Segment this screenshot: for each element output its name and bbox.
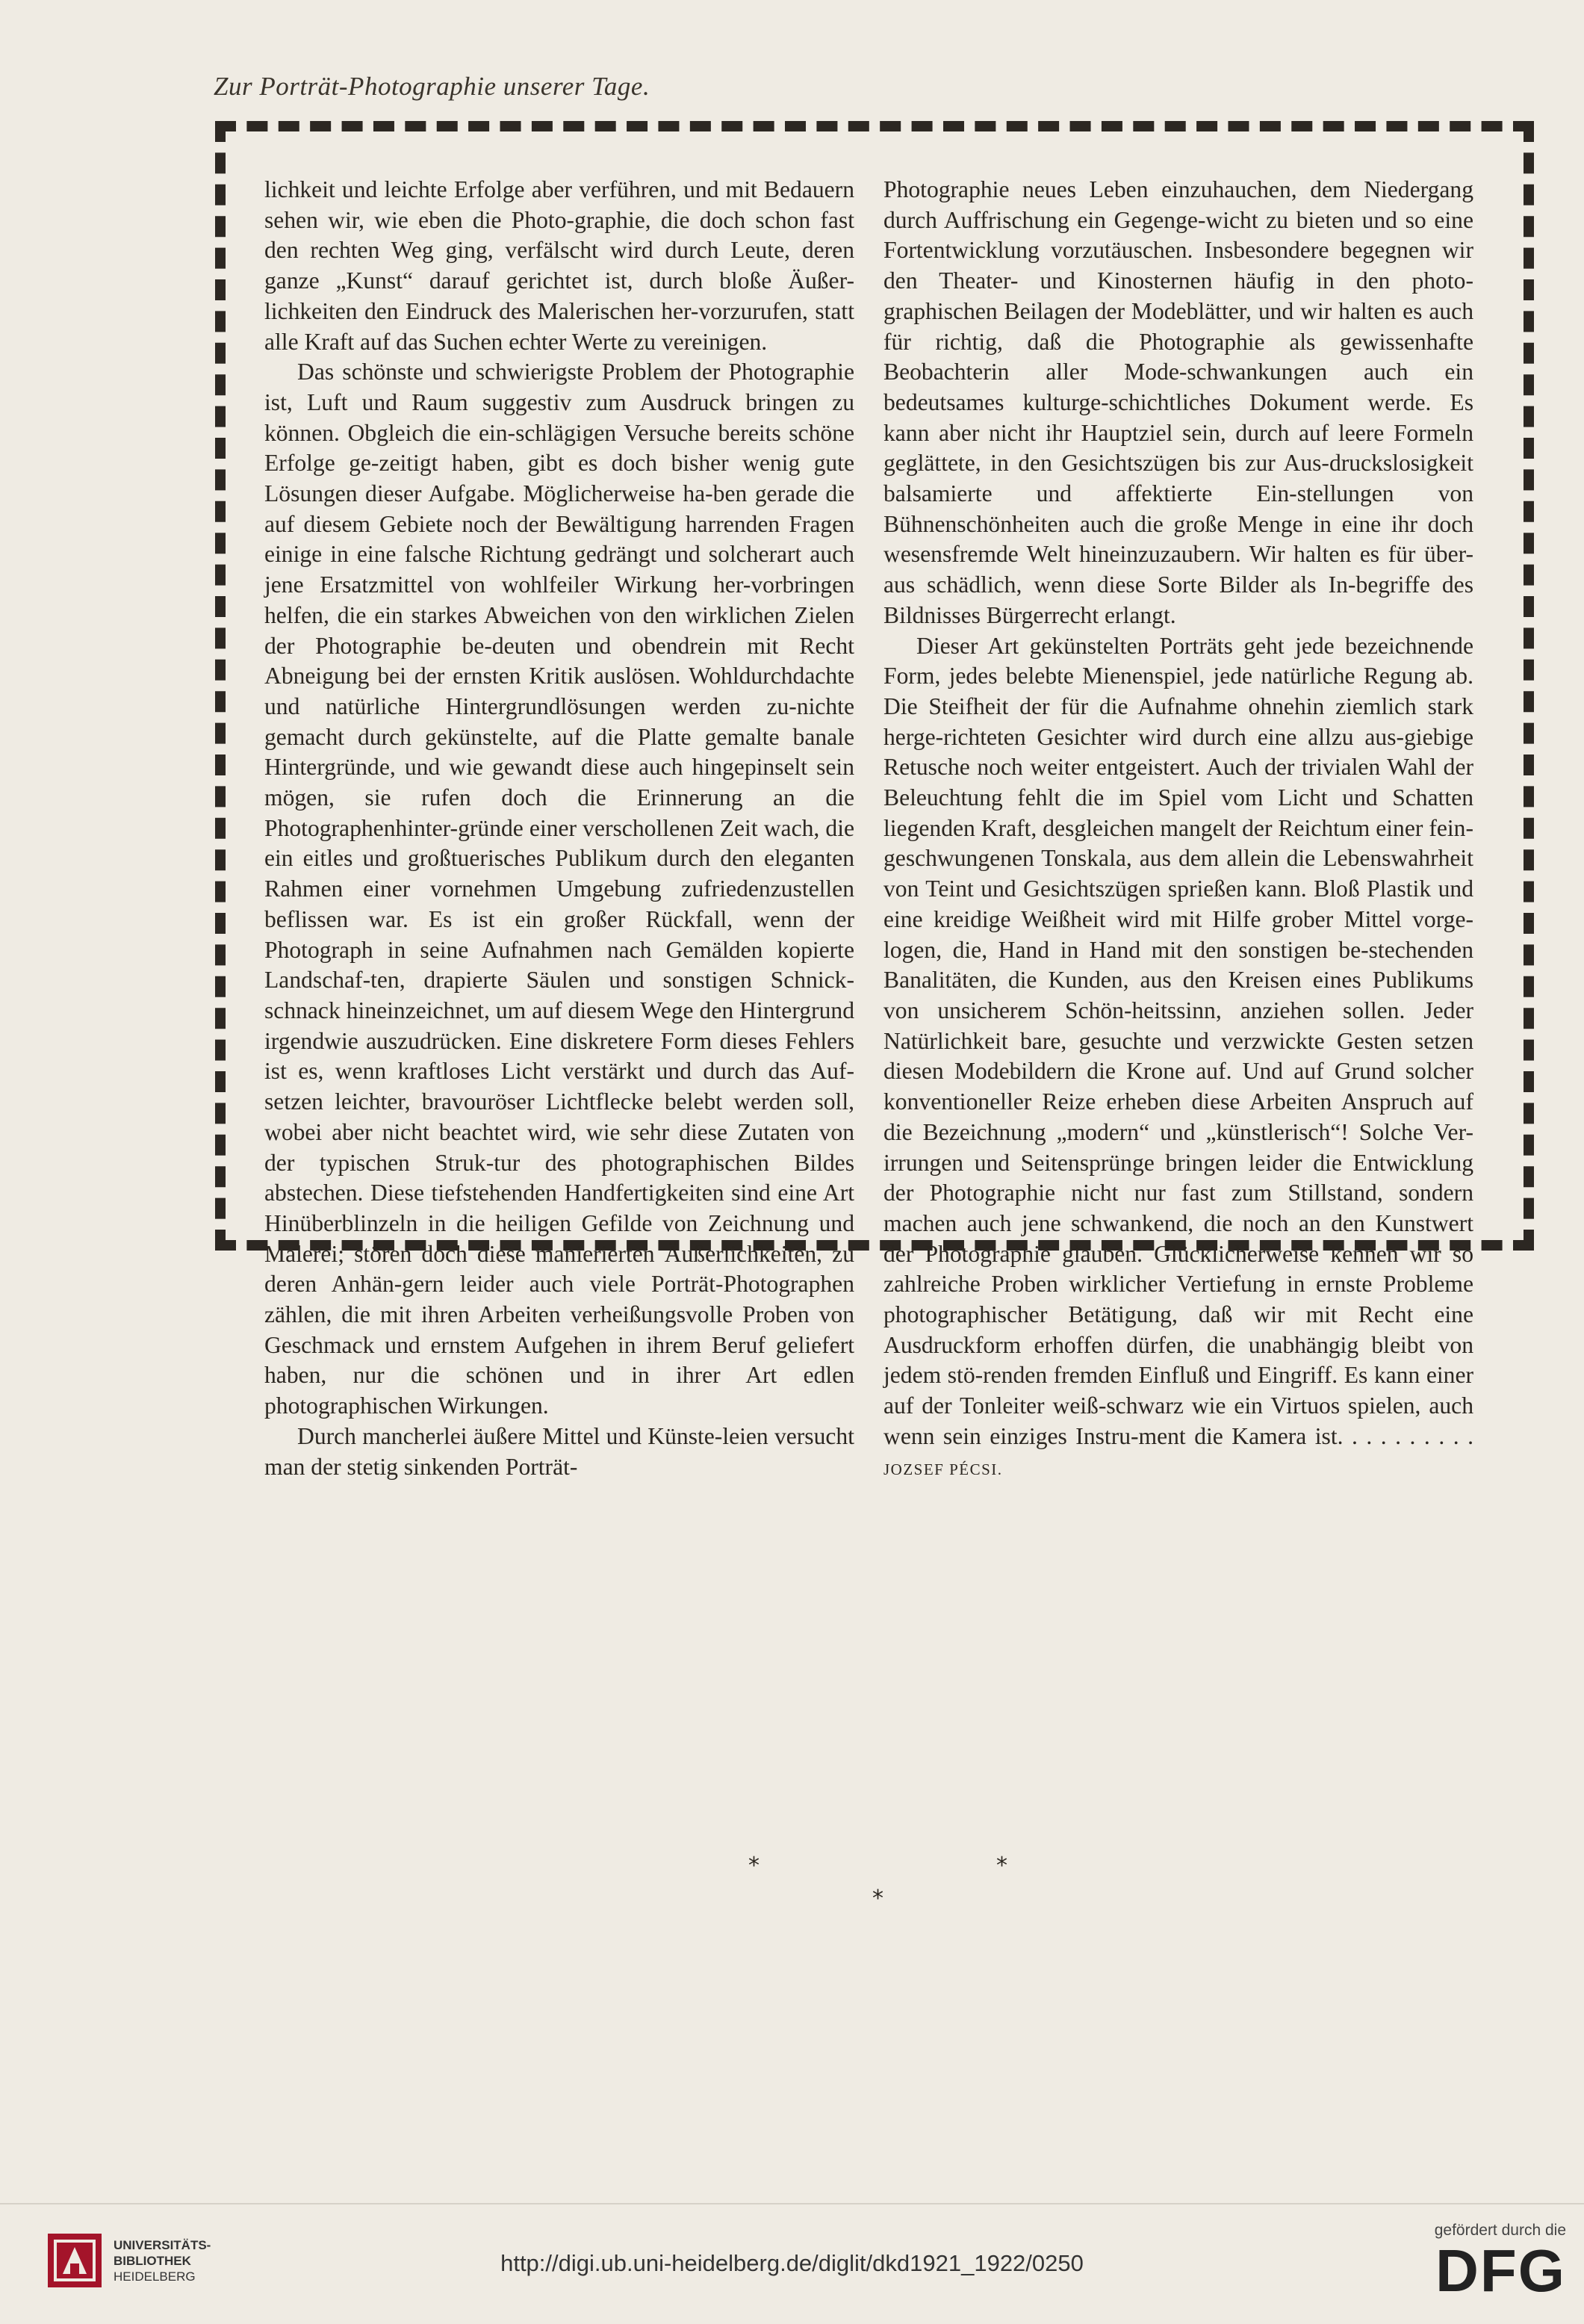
footer-divider — [0, 2203, 1584, 2204]
paragraph: Durch mancherlei äußere Mittel und Künste-leien versucht man der stetig sinkenden Porträt- — [264, 1422, 854, 1480]
ornament-star-right: * — [996, 1853, 1007, 1879]
running-title: Zur Porträt-Photographie unserer Tage. — [214, 72, 650, 101]
paragraph: lichkeit und leichte Erfolge aber verführen, und mit Bedauern sehen wir, wie eben die Photo-graphie, die doch schon fast den rechten Weg ging, verfälscht wird durch Leute, deren ganze „Kunst“ darauf gerichtet ist, durch bloße Äußer-lichkeiten den Eindruck des Malerischen her-vorzurufen, statt alle Kraft auf das Suchen echter Werte zu vereinigen. — [264, 176, 854, 355]
right-column — [883, 175, 1473, 1484]
ornament-star-left: * — [748, 1853, 760, 1879]
library-name-line: UNIVERSITÄTS- — [114, 2237, 211, 2252]
library-name-line: BIBLIOTHEK — [114, 2253, 191, 2268]
funding-caption: gefördert durch die — [1434, 2222, 1566, 2239]
paragraph-text: Dieser Art gekünstelten Porträts geht jede bezeichnende Form, jedes belebte Mienenspiel, jede natürliche Regung ab. Die Steifheit der für die Aufnahme ohnehin ziemlich stark herge-richteten Gesichter wird durch eine allzu aus-giebige Retusche noch weiter entgeistert. Auch der trivialen Wahl der Beleuchtung fehlt die im Spiel vom Licht und Schatten liegenden Kraft, desgleichen mangelt der Reichtum einer fein-geschwungenen Tonskala, aus dem allein die Lebenswahrheit von Teint und Gesichtszügen sprießen kann. Bloß Plastik und eine kreidige Weißheit wird mit Hilfe grober Mittel vorge-logen, die, Hand in Hand mit den sonstigen be-stechenden Banalitäten, die Kunden, aus den Kreisen eines Publikums von unsicherem Schön-heitssinn, anziehen sollen. Jeder Natürlichkeit bare, gesuchte und verzwickte Gesten setzen diesen Modebildern die Krone auf. Und auf Grund solcher konventioneller Reize erheben diese Arbeiten Anspruch auf die Bezeichnung „modern“ und „künstlerisch“! Solche Ver-irrungen und Seitensprünge bringen leider die Entwicklung der Photographie nicht nur fast zum Stillstand, sondern machen auch jene schwankend, die noch an den Kunstwert der Photographie glauben. Glücklicherweise kennen wir so zahlreiche Proben wirklicher Vertiefung in ernste Probleme photographischer Betätigung, daß wir mit Recht eine Ausdruckform erhoffen dürfen, die unabhängig bleibt von jedem stö-renden fremden Einfluß und Eingriff. Es kann einer auf der Tonleiter weiß-schwarz wie ein Virtuos spielen, auch wenn sein einziges Instru-ment die Kamera ist. . . . . . . . . . — [883, 632, 1473, 1449]
author-signature: JOZSEF PÉCSI. — [883, 1460, 1003, 1478]
left-column — [264, 175, 854, 1482]
ornament-star-center: * — [872, 1885, 883, 1912]
source-url-link[interactable]: http://digi.ub.uni-heidelberg.de/diglit/dkd1921_1922/0250 — [500, 2250, 1084, 2276]
paragraph-with-signature — [883, 631, 1473, 1485]
dfg-logo-icon: DFG — [1435, 2237, 1566, 2304]
library-name-line: HEIDELBERG — [114, 2269, 196, 2284]
paragraph: Das schönste und schwierigste Problem der Photographie ist, Luft und Raum suggestiv zum Ausdruck bringen zu können. Obgleich die ein-schlägigen Versuche bereits schöne Erfolge ge-zeitigt haben, gibt es doch bisher wenig gute Lösungen dieser Aufgabe. Möglicherweise ha-ben gerade die auf diesem Gebiete noch der Bewältigung harrenden Fragen einige in eine falsche Richtung gedrängt und solcherart auch jene Ersatzmittel von wohlfeiler Wirkung her-vorbringen helfen, die ein starkes Abweichen von den wirklichen Zielen der Photographie be-deuten und obendrein mit Recht Abneigung bei der ernsten Kritik auslösen. Wohldurchdachte und natürliche Hintergrundlösungen werden zu-nichte gemacht durch gekünstelte, auf die Platte gemalte banale Hintergründe, und wie gewandt diese auch hingepinselt sein mögen, sie rufen doch die Erinnerung an die Photographenhinter-gründe einer verschollenen Zeit wach, die ein eitles und großtuerisches Publikum durch den eleganten Rahmen einer vornehmen Umgebung zufriedenzustellen beflissen war. Es ist ein großer Rückfall, wenn der Photograph in seine Aufnahmen nach Gemälden kopierte Landschaf-ten, drapierte Säulen und sonstigen Schnick-schnack hineinzeichnet, um auf diesem Wege den Hintergrund irgendwie auszudrücken. Eine diskretere Form dieses Fehlers ist es, wenn kraftloses Licht verstärkt und durch das Auf-setzen leichter, bravouröser Lichtflecke belebt werden soll, wobei aber nicht beachtet wird, wie sehr diese Zutaten von der typischen Struk-tur des photographischen Bildes abstechen. Diese tiefstehenden Handfertigkeiten sind eine Art Hinüberblinzeln in die heiligen Gefilde von Zeichnung und Malerei; stören doch diese manierierten Äußerlichkeiten, zu deren Anhän-gern leider auch viele Porträt-Photographen zählen, die mit ihren Arbeiten verheißungsvolle Proben von Geschmack und ernstem Aufgehen in ihrem Beruf geliefert haben, nur die schönen und in ihrer Art edlen photographischen Wirkungen. — [264, 359, 854, 1419]
paragraph: Photographie neues Leben einzuhauchen, dem Niedergang durch Auffrischung ein Gegenge-wicht zu bieten und so eine Fortentwicklung vorzutäuschen. Insbesondere begegnen wir den Theater- und Kinosternen häufig in den photo-graphischen Beilagen der Modeblätter, und wir halten es auch für richtig, daß die Photographie als gewissenhafte Beobachterin aller Mode-schwankungen auch ein bedeutsames kulturge-schichtliches Dokument werde. Es kann aber nicht ihr Hauptziel sein, durch auf leere Formeln geglättete, in den Gesichtszügen bis zur Aus-druckslosigkeit balsamierte und affektierte Ein-stellungen von Bühnenschönheiten auch die große Menge in eine ihr doch wesensfremde Welt hineinzuzaubern. Wir halten es für über-aus schädlich, wenn diese Sorte Bilder als In-begriffe des Bildnisses Bürgerrecht erlangt. — [883, 176, 1473, 628]
funding-logo[interactable] — [1435, 2222, 1566, 2302]
